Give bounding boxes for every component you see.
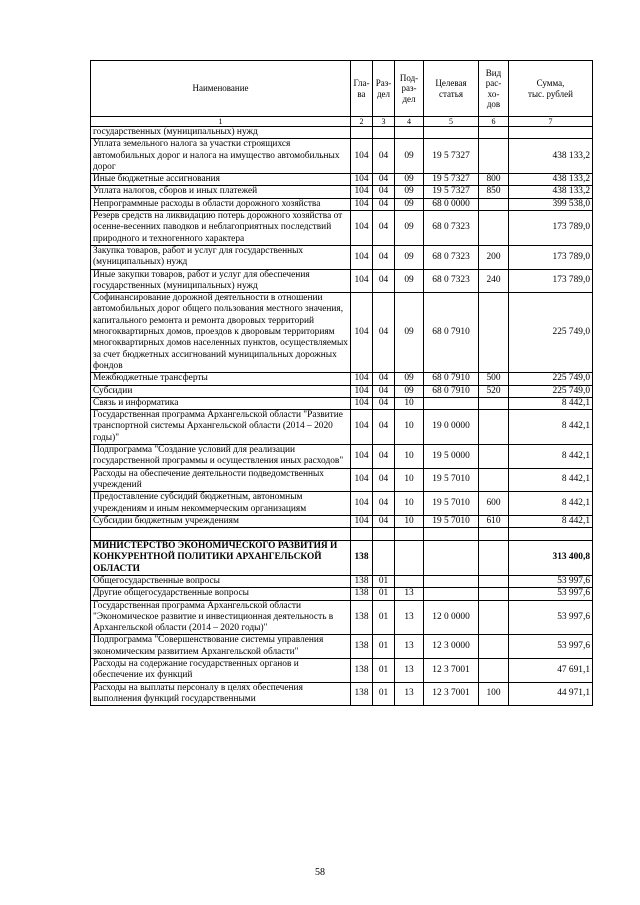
cell-target: 19 5 7010 (424, 515, 479, 527)
cell-sum: 225 749,0 (509, 385, 593, 397)
table-row (91, 211, 593, 246)
table-row (91, 174, 593, 186)
cell-target: 12 0 0000 (424, 600, 479, 635)
cell-razdel: 04 (373, 492, 395, 516)
cell-glava: 104 (351, 373, 373, 385)
cell-vid (479, 293, 509, 373)
table-row (91, 385, 593, 397)
cell-glava: 104 (351, 385, 373, 397)
cell-glava: 138 (351, 541, 373, 576)
table-row (91, 127, 593, 139)
table-row (91, 245, 593, 269)
cell-name: Резерв средств на ликвидацию потерь дорожного хозяйства от осенне-весенних паводков и неблагоприятных последствий природного и техногенного характера (91, 211, 351, 246)
cell-target (424, 397, 479, 409)
cell-podrazdel: 10 (395, 397, 424, 409)
table-row (91, 445, 593, 469)
cell-vid: 850 (479, 186, 509, 198)
cell-razdel: 04 (373, 397, 395, 409)
cell-sum: 438 133,2 (509, 139, 593, 174)
cell-razdel: 01 (373, 588, 395, 600)
cell-vid (479, 541, 509, 576)
cell-vid (479, 659, 509, 683)
cell-vid (479, 211, 509, 246)
cell-podrazdel: 10 (395, 492, 424, 516)
header-podrazdel: Под- раз- дел (395, 61, 424, 117)
cell-target: 68 0 0000 (424, 198, 479, 210)
cell-name: Софинансирование дорожной деятельности в отношении автомобильных дорог общего пользования местного значения, капитального ремонта и ремонта дворовых территорий многоквартирных домов, проездов к дворовым территориям многоквартирных домов населенных пунктов, осуществляемых за счет бюджетных ассигнований муниципальных дорожных фондов (91, 293, 351, 373)
table-row (91, 515, 593, 527)
cell-podrazdel (395, 575, 424, 587)
cell-vid (479, 588, 509, 600)
cell-sum: 8 442,1 (509, 515, 593, 527)
cell-vid (479, 445, 509, 469)
cell-glava: 138 (351, 575, 373, 587)
cell-name: Расходы на выплаты персоналу в целях обеспечения выполнения функций государственными (91, 682, 351, 706)
cell-sum: 53 997,6 (509, 635, 593, 659)
header-target: Целевая статья (424, 61, 479, 117)
cell-glava: 104 (351, 515, 373, 527)
cell-glava: 104 (351, 293, 373, 373)
cell-sum: 173 789,0 (509, 269, 593, 293)
cell-podrazdel: 09 (395, 174, 424, 186)
column-number: 6 (479, 117, 509, 127)
cell-vid: 520 (479, 385, 509, 397)
cell-podrazdel: 09 (395, 373, 424, 385)
cell-sum: 399 538,0 (509, 198, 593, 210)
table-row (91, 269, 593, 293)
table-row (91, 410, 593, 445)
cell-glava: 104 (351, 139, 373, 174)
column-number: 7 (509, 117, 593, 127)
cell-name: Расходы на обеспечение деятельности подведомственных учреждений (91, 468, 351, 492)
cell-target: 12 3 7001 (424, 659, 479, 683)
cell-vid (479, 127, 509, 139)
table-row (91, 397, 593, 409)
cell-name: Общегосударственные вопросы (91, 575, 351, 587)
cell-name: Расходы на содержание государственных органов и обеспечение их функций (91, 659, 351, 683)
cell-glava: 104 (351, 468, 373, 492)
ministry-row (91, 541, 593, 576)
cell-vid: 500 (479, 373, 509, 385)
table-row (91, 139, 593, 174)
cell-sum: 173 789,0 (509, 245, 593, 269)
cell-podrazdel: 10 (395, 515, 424, 527)
cell-name: Предоставление субсидий бюджетным, автономным учреждениям и иным некоммерческим организациям (91, 492, 351, 516)
cell-podrazdel: 13 (395, 600, 424, 635)
table-row (91, 659, 593, 683)
cell-glava: 104 (351, 245, 373, 269)
cell-glava: 104 (351, 397, 373, 409)
cell-name: Субсидии (91, 385, 351, 397)
table-body (91, 127, 593, 706)
cell-sum: 8 442,1 (509, 468, 593, 492)
cell-podrazdel: 09 (395, 245, 424, 269)
cell-sum: 47 691,1 (509, 659, 593, 683)
cell-name: Подпрограмма "Совершенствование системы управления экономическим развитием Архангельской области" (91, 635, 351, 659)
table-row (91, 198, 593, 210)
cell-razdel (373, 127, 395, 139)
header-name: Наименование (91, 61, 351, 117)
header-row (91, 61, 593, 117)
cell-name: Связь и информатика (91, 397, 351, 409)
cell-podrazdel: 10 (395, 410, 424, 445)
cell-podrazdel: 13 (395, 682, 424, 706)
cell-target: 68 0 7323 (424, 269, 479, 293)
cell-glava: 104 (351, 186, 373, 198)
cell-name: Межбюджетные трансферты (91, 373, 351, 385)
cell-name: Государственная программа Архангельской области "Экономическое развитие и инвестиционная деятельность в Архангельской области (2014 – 2020 годы)" (91, 600, 351, 635)
cell-podrazdel: 09 (395, 139, 424, 174)
cell-razdel: 01 (373, 635, 395, 659)
cell-glava: 104 (351, 410, 373, 445)
cell-podrazdel: 10 (395, 445, 424, 469)
cell-name: Другие общегосударственные вопросы (91, 588, 351, 600)
cell-sum: 313 400,8 (509, 541, 593, 576)
column-number: 5 (424, 117, 479, 127)
cell-razdel: 01 (373, 600, 395, 635)
cell-sum: 53 997,6 (509, 575, 593, 587)
cell-target (424, 575, 479, 587)
cell-name: Уплата земельного налога за участки строящихся автомобильных дорог и налога на имущество автомобильных дорог (91, 139, 351, 174)
cell-vid (479, 198, 509, 210)
cell-vid (479, 600, 509, 635)
cell-glava (351, 127, 373, 139)
cell-razdel: 04 (373, 174, 395, 186)
cell-sum: 53 997,6 (509, 600, 593, 635)
cell-sum: 8 442,1 (509, 492, 593, 516)
cell-razdel: 04 (373, 385, 395, 397)
cell-podrazdel: 09 (395, 211, 424, 246)
cell-glava: 104 (351, 174, 373, 186)
cell-podrazdel: 10 (395, 468, 424, 492)
cell-target: 19 5 7010 (424, 468, 479, 492)
cell-razdel: 01 (373, 575, 395, 587)
cell-sum (509, 127, 593, 139)
cell-name: Уплата налогов, сборов и иных платежей (91, 186, 351, 198)
table-row (91, 600, 593, 635)
cell-name: Подпрограмма "Создание условий для реализации государственной программы и осуществления иных расходов" (91, 445, 351, 469)
cell-razdel: 04 (373, 515, 395, 527)
cell-razdel: 04 (373, 468, 395, 492)
budget-table (90, 60, 593, 706)
cell-vid: 800 (479, 174, 509, 186)
cell-glava: 104 (351, 492, 373, 516)
cell-glava: 138 (351, 600, 373, 635)
cell-glava: 104 (351, 198, 373, 210)
cell-vid (479, 410, 509, 445)
cell-podrazdel: 09 (395, 385, 424, 397)
cell-podrazdel: 13 (395, 659, 424, 683)
cell-name: Государственная программа Архангельской области "Развитие транспортной системы Архангельской области (2014 – 2020 годы)" (91, 410, 351, 445)
cell-name: Закупка товаров, работ и услуг для государственных (муниципальных) нужд (91, 245, 351, 269)
header-glava: Гла- ва (351, 61, 373, 117)
cell-podrazdel: 09 (395, 293, 424, 373)
cell-vid (479, 528, 509, 541)
table-row (91, 682, 593, 706)
table-row (91, 635, 593, 659)
cell-name: Субсидии бюджетным учреждениям (91, 515, 351, 527)
table-row (91, 373, 593, 385)
table-row (91, 575, 593, 587)
cell-glava: 138 (351, 659, 373, 683)
table-row (91, 468, 593, 492)
cell-vid: 610 (479, 515, 509, 527)
cell-glava: 104 (351, 211, 373, 246)
cell-podrazdel: 09 (395, 198, 424, 210)
table-row (91, 492, 593, 516)
header-sum: Сумма, тыс. рублей (509, 61, 593, 117)
cell-razdel: 04 (373, 373, 395, 385)
cell-vid: 600 (479, 492, 509, 516)
page-number: 58 (315, 867, 325, 878)
cell-target: 68 0 7910 (424, 373, 479, 385)
cell-target: 19 5 7010 (424, 492, 479, 516)
cell-target (424, 588, 479, 600)
cell-vid (479, 397, 509, 409)
cell-target: 68 0 7910 (424, 293, 479, 373)
cell-podrazdel (395, 127, 424, 139)
cell-sum: 8 442,1 (509, 410, 593, 445)
cell-glava: 138 (351, 588, 373, 600)
cell-razdel (373, 541, 395, 576)
cell-razdel: 04 (373, 245, 395, 269)
table-row (91, 186, 593, 198)
cell-target: 12 3 0000 (424, 635, 479, 659)
cell-sum: 8 442,1 (509, 397, 593, 409)
cell-vid (479, 139, 509, 174)
cell-sum: 53 997,6 (509, 588, 593, 600)
cell-glava (351, 528, 373, 541)
column-number: 2 (351, 117, 373, 127)
cell-glava: 138 (351, 682, 373, 706)
cell-name (91, 528, 351, 541)
cell-sum (509, 528, 593, 541)
cell-name: Иные закупки товаров, работ и услуг для обеспечения государственных (муниципальных) нужд (91, 269, 351, 293)
cell-razdel: 01 (373, 682, 395, 706)
cell-sum: 225 749,0 (509, 373, 593, 385)
cell-target: 68 0 7323 (424, 211, 479, 246)
cell-target (424, 541, 479, 576)
cell-razdel: 01 (373, 659, 395, 683)
cell-podrazdel (395, 541, 424, 576)
cell-podrazdel (395, 528, 424, 541)
header-razdel: Раз- дел (373, 61, 395, 117)
cell-target: 19 5 0000 (424, 445, 479, 469)
cell-glava: 104 (351, 269, 373, 293)
cell-target: 19 5 7327 (424, 186, 479, 198)
cell-podrazdel: 13 (395, 635, 424, 659)
cell-vid (479, 635, 509, 659)
cell-name: Иные бюджетные ассигнования (91, 174, 351, 186)
cell-razdel: 04 (373, 139, 395, 174)
cell-name: Непрограммные расходы в области дорожного хозяйства (91, 198, 351, 210)
cell-sum: 8 442,1 (509, 445, 593, 469)
cell-target: 12 3 7001 (424, 682, 479, 706)
cell-vid (479, 468, 509, 492)
cell-vid: 240 (479, 269, 509, 293)
cell-sum: 44 971,1 (509, 682, 593, 706)
cell-vid: 100 (479, 682, 509, 706)
cell-razdel: 04 (373, 410, 395, 445)
cell-razdel: 04 (373, 186, 395, 198)
cell-razdel: 04 (373, 293, 395, 373)
header-vid: Вид рас- хо- дов (479, 61, 509, 117)
cell-sum: 225 749,0 (509, 293, 593, 373)
column-number: 3 (373, 117, 395, 127)
cell-razdel: 04 (373, 269, 395, 293)
cell-podrazdel: 13 (395, 588, 424, 600)
column-number-row (91, 117, 593, 127)
cell-sum: 173 789,0 (509, 211, 593, 246)
cell-razdel: 04 (373, 445, 395, 469)
table-row (91, 293, 593, 373)
cell-target: 19 0 0000 (424, 410, 479, 445)
cell-glava: 138 (351, 635, 373, 659)
cell-name: государственных (муниципальных) нужд (91, 127, 351, 139)
cell-vid (479, 575, 509, 587)
cell-name: МИНИСТЕРСТВО ЭКОНОМИЧЕСКОГО РАЗВИТИЯ И КОНКУРЕНТНОЙ ПОЛИТИКИ АРХАНГЕЛЬСКОЙ ОБЛАСТИ (91, 541, 351, 576)
cell-podrazdel: 09 (395, 186, 424, 198)
cell-target: 19 5 7327 (424, 174, 479, 186)
cell-target: 68 0 7323 (424, 245, 479, 269)
cell-vid: 200 (479, 245, 509, 269)
cell-podrazdel: 09 (395, 269, 424, 293)
table-row (91, 588, 593, 600)
cell-target (424, 528, 479, 541)
cell-target (424, 127, 479, 139)
cell-target: 19 5 7327 (424, 139, 479, 174)
cell-glava: 104 (351, 445, 373, 469)
column-number: 4 (395, 117, 424, 127)
cell-sum: 438 133,2 (509, 174, 593, 186)
cell-razdel: 04 (373, 211, 395, 246)
spacer-row (91, 528, 593, 541)
cell-razdel (373, 528, 395, 541)
cell-sum: 438 133,2 (509, 186, 593, 198)
cell-target: 68 0 7910 (424, 385, 479, 397)
cell-razdel: 04 (373, 198, 395, 210)
column-number: 1 (91, 117, 351, 127)
